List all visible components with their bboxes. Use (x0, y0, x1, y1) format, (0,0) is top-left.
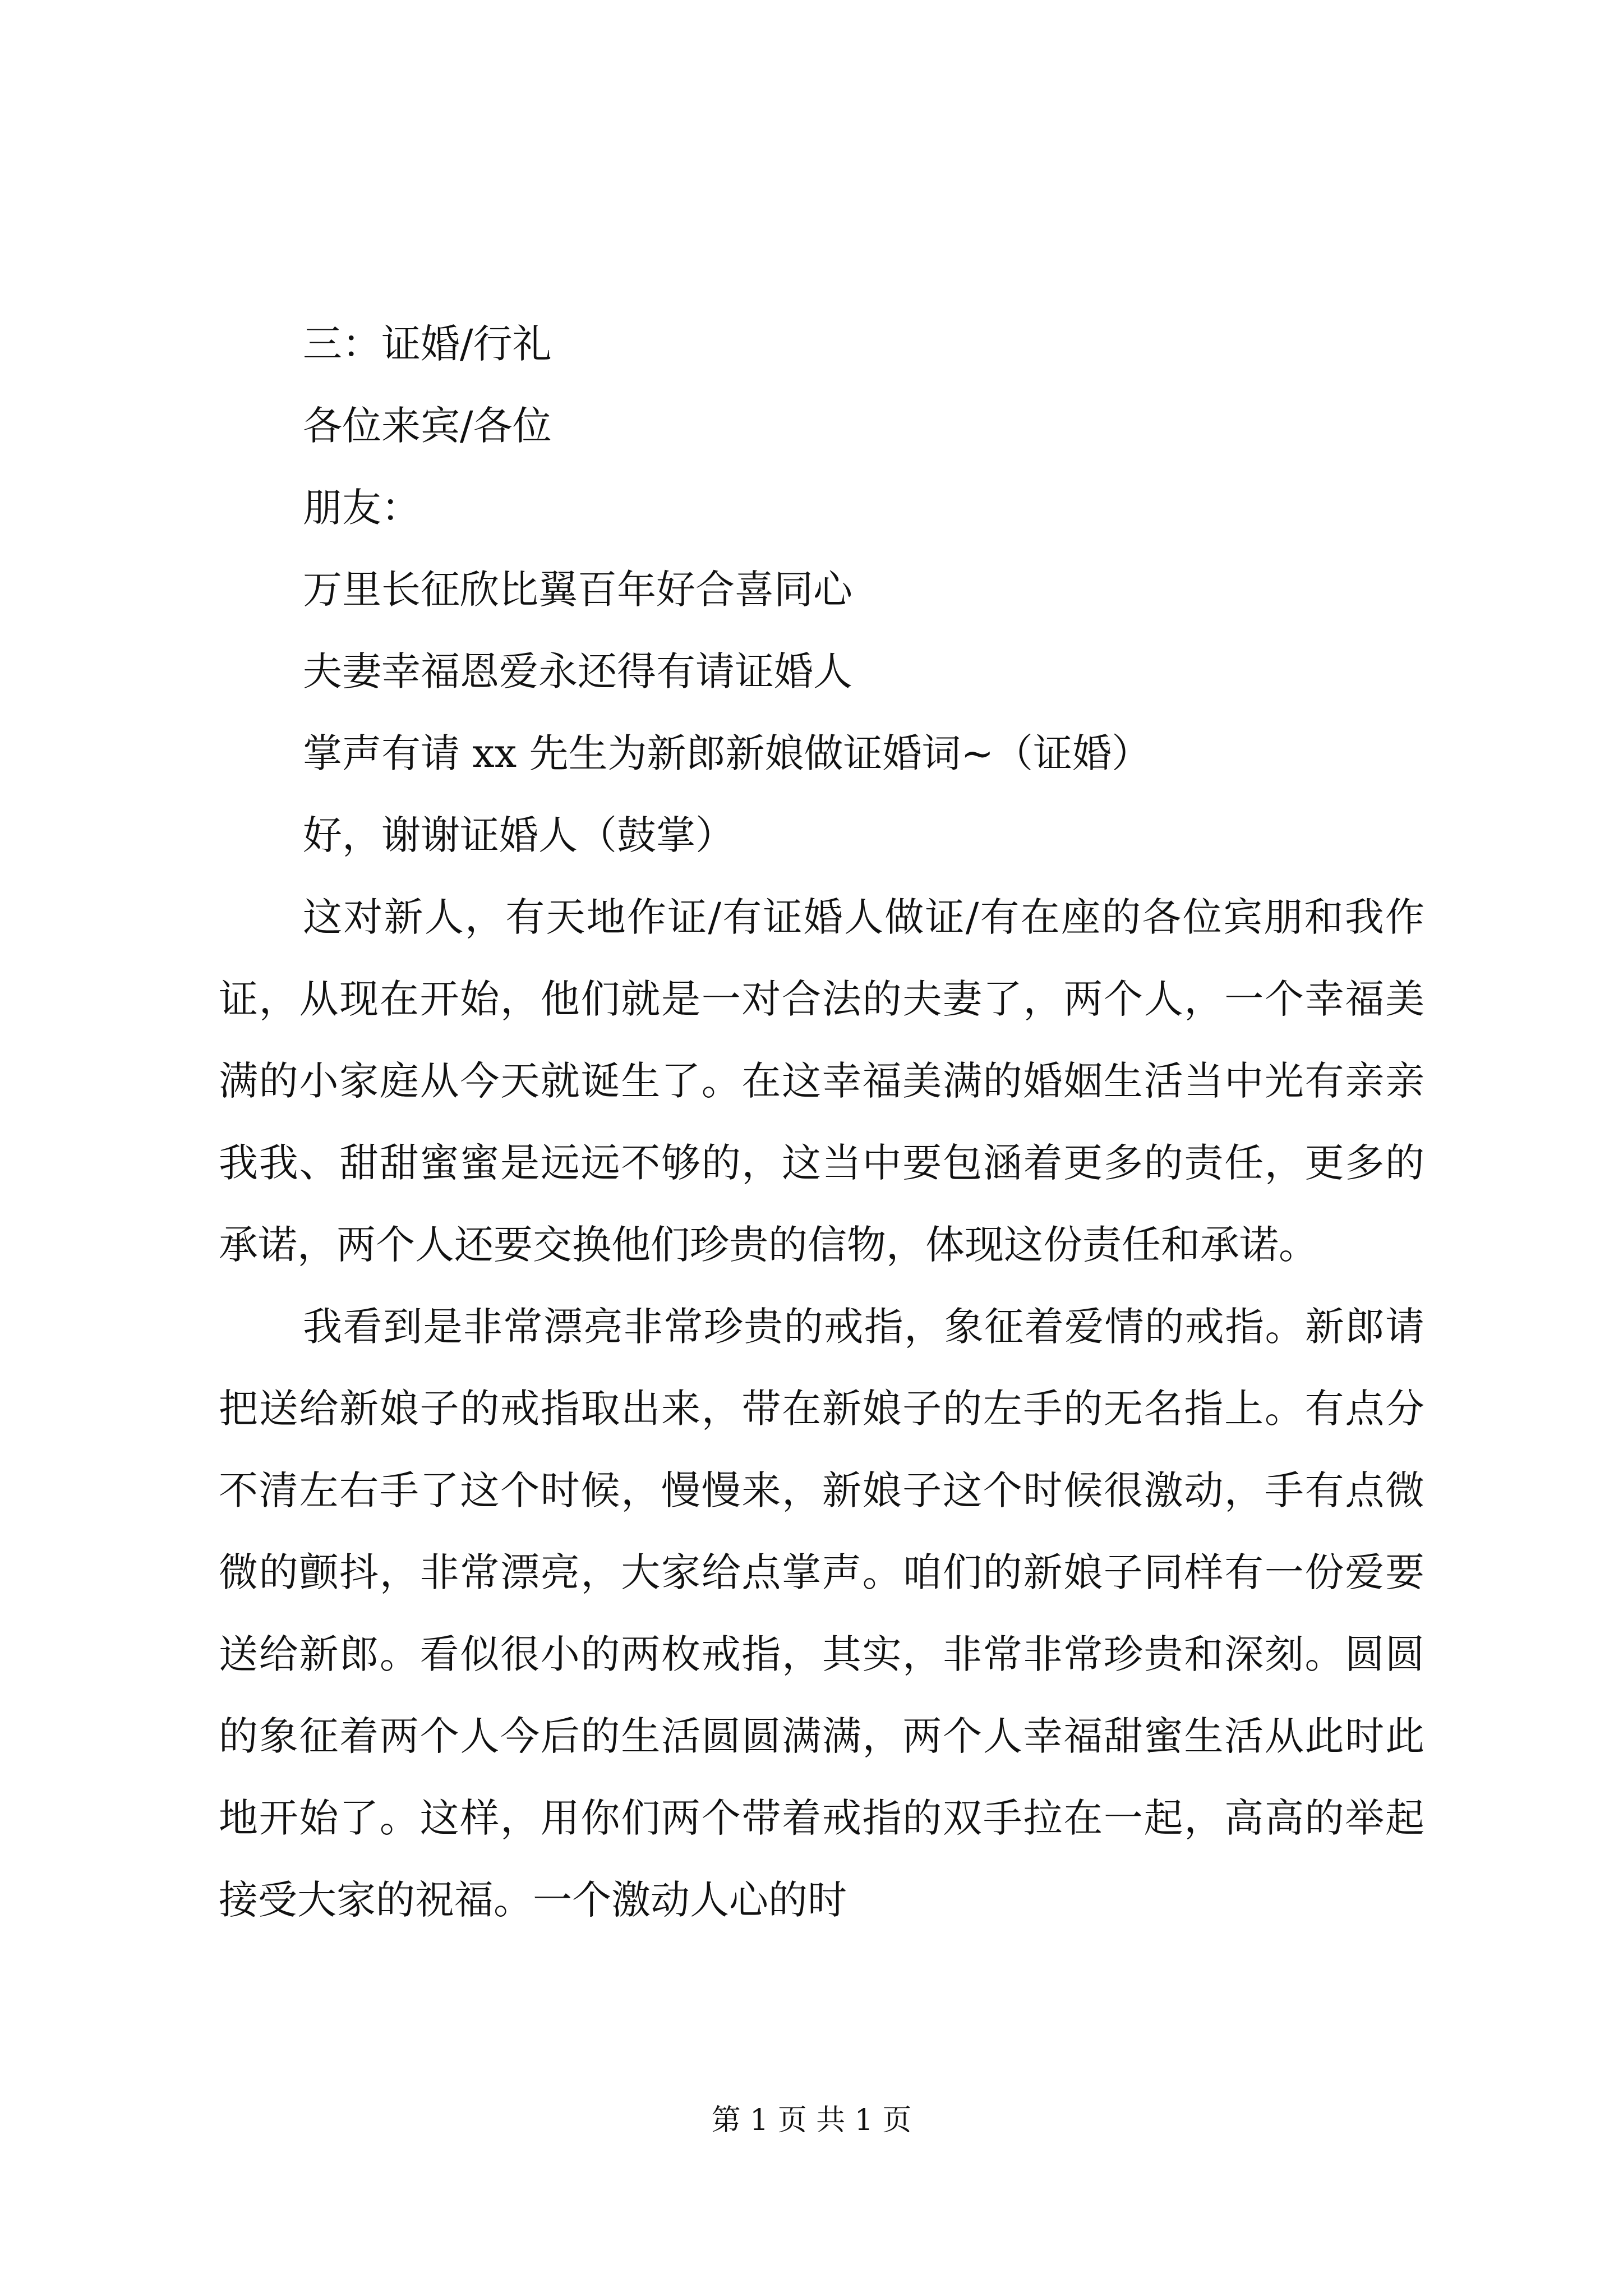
text-line: 万里长征欣比翼百年好合喜同心 (303, 567, 852, 613)
page-footer: 第 1 页 共 1 页 (711, 2104, 912, 2137)
text-line: 夫妻幸福恩爱永还得有请证婚人 (303, 648, 852, 694)
text-line: 掌声有请 xx 先生为新郎新娘做证婚词~（证婚） (303, 730, 1151, 776)
text-line: 各位来宾/各位 (303, 403, 552, 449)
text-line: 好，谢谢证婚人（鼓掌） (303, 812, 735, 858)
document-body (219, 303, 1424, 1941)
paragraph: 我看到是非常漂亮非常珍贵的戒指，象征着爱情的戒指。新郎请把送给新娘子的戒指取出来，带在新娘子的左手的无名指上。有点分不清左右手了这个时候，慢慢来，新娘子这个时候很激动，手有点微微的颤抖，非常漂亮，大家给点掌声。咱们的新娘子同样有一份爱要送给新郎。看似很小的两枚戒指，其实，非常非常珍贵和深刻。圆圆的象征着两个人今后的生活圆圆满满，两个人幸福甜蜜生活从此时此地开始了。这样，用你们两个带着戒指的双手拉在一起，高高的举起接受大家的祝福。一个激动人心的时 (219, 1304, 1424, 1923)
text-line: 朋友： (303, 485, 421, 531)
paragraph: 这对新人，有天地作证/有证婚人做证/有在座的各位宾朋和我作证，从现在开始，他们就是一对合法的夫妻了，两个人，一个幸福美满的小家庭从今天就诞生了。在这幸福美满的婚姻生活当中光有亲亲我我、甜甜蜜蜜是远远不够的，这当中要包涵着更多的责任，更多的承诺，两个人还要交换他们珍贵的信物，体现这份责任和承诺。 (219, 894, 1424, 1268)
section-heading: 三：证婚/行礼 (303, 321, 552, 367)
